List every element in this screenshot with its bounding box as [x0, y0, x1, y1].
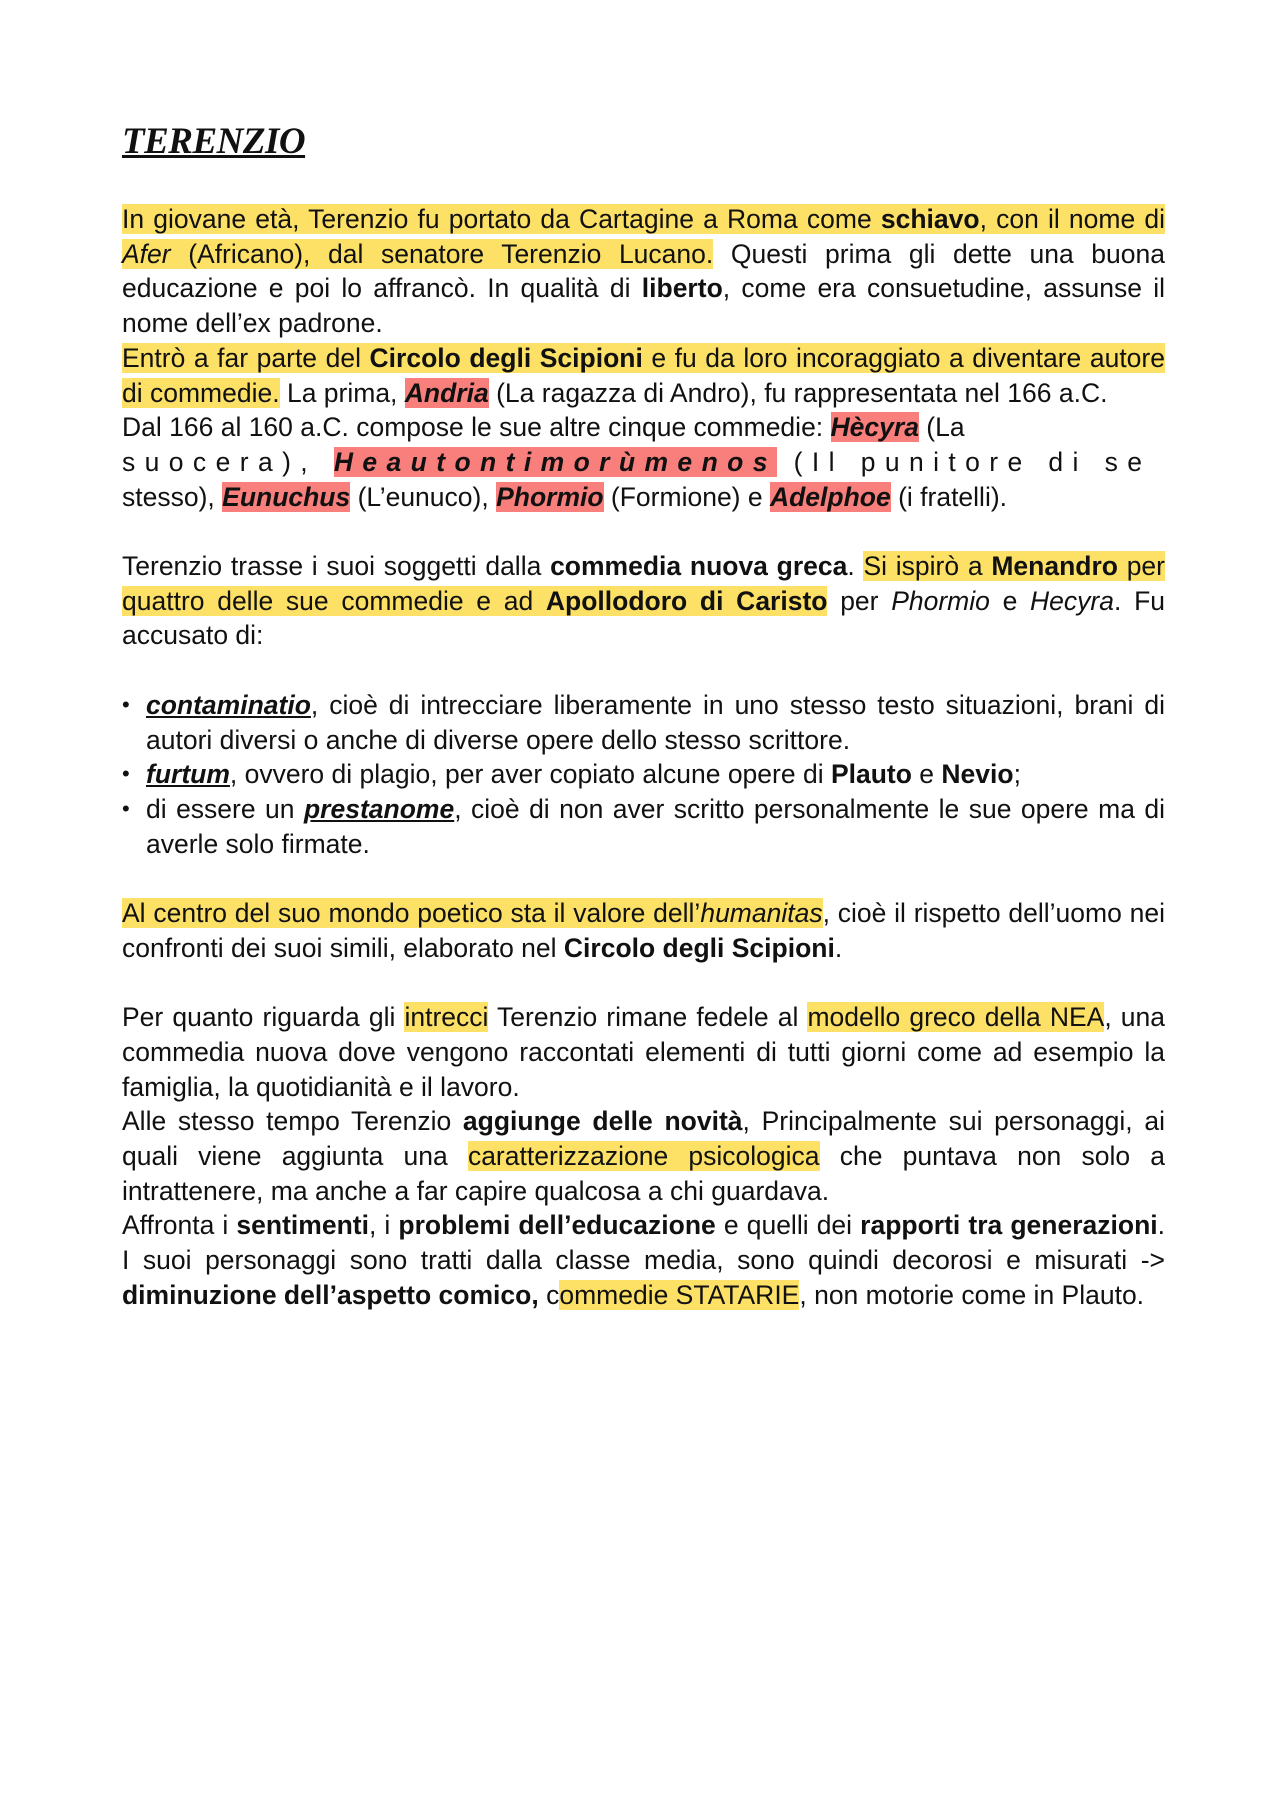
bold-term: Menandro [991, 551, 1118, 582]
text: , i [368, 1210, 399, 1241]
highlight-yellow: modello greco della NEA [807, 1002, 1105, 1033]
text: , cioè di non aver scritto personalmente le sue opere ma di averle solo firmate. [146, 793, 1165, 859]
bold-term: aggiunge delle novità [462, 1106, 743, 1137]
text: stesso), [122, 481, 223, 512]
underlined-term [146, 690, 311, 720]
text: (La [918, 412, 965, 443]
text: , cioè il rispetto dell’uomo nei confronti dei suoi simili, elaborato nel [122, 898, 1165, 963]
play-title-hecyra: Hècyra [830, 412, 919, 443]
paragraph-comedies [122, 410, 1165, 514]
highlight-yellow: caratterizzazione psicologica [467, 1140, 820, 1171]
paragraph-themes [122, 1208, 1165, 1312]
underlined-term [304, 794, 454, 824]
play-title-heautontimorumenos: Heautontimorùmenos [333, 446, 777, 477]
paragraph-sources [122, 549, 1165, 653]
highlight-red-title [222, 482, 350, 512]
highlight-red-title [496, 482, 603, 512]
spaced-line [122, 447, 1151, 477]
highlight-red-title [405, 378, 489, 408]
text: che puntava non solo a intrattenere, ma anche a far capire qualcosa a chi guardava. [122, 1140, 1165, 1206]
term-furtum: furtum [146, 759, 230, 790]
text: Alle stesso tempo Terenzio [122, 1106, 463, 1137]
highlight-yellow [122, 898, 823, 928]
text: , ovvero di plagio, per aver copiato alcune opere di [229, 759, 831, 790]
highlight-yellow: intrecci [404, 1002, 489, 1033]
bold-term: rapporti tra generazioni [860, 1210, 1158, 1241]
text: Questi prima gli dette una buona educazione e poi lo affrancò. In qualità di [122, 238, 1165, 304]
text: (i fratelli). [890, 481, 1008, 512]
text: Terenzio trasse i suoi soggetti dalla [122, 551, 551, 582]
paragraph-novelties [122, 1104, 1165, 1208]
list-item [122, 688, 1165, 757]
term-prestanome: prestanome [303, 793, 455, 824]
page-title: TERENZIO [122, 121, 306, 162]
play-title-phormio: Phormio [496, 481, 604, 512]
text: c [538, 1279, 560, 1310]
text: (Il punitore di se [776, 446, 1152, 477]
text: Si ispirò a [863, 551, 992, 582]
list-item [122, 757, 1165, 792]
text: , cioè di intrecciare liberamente in uno stesso testo situazioni, brani di autori diversi o anche di diverse opere dello stesso scrittore. [146, 689, 1165, 755]
highlight-red-title [831, 412, 919, 442]
text: ; [1013, 759, 1021, 790]
text: . Fu accusato di: [122, 585, 1165, 651]
text: per quattro delle sue commedie e ad [122, 551, 1165, 616]
underlined-term [146, 759, 230, 789]
highlight-red-title [334, 447, 777, 477]
spacer [122, 514, 1165, 549]
spacer [122, 653, 1165, 688]
text: e quelli dei [715, 1210, 861, 1241]
text: e fu da loro incoraggiato a diventare autore di commedie. [122, 342, 1165, 408]
text: . [834, 932, 843, 963]
spacer [122, 861, 1165, 896]
play-title-andria: Andria [404, 377, 489, 408]
bold-term: Circolo degli Scipioni [563, 932, 835, 963]
term-contaminatio: contaminatio [146, 689, 311, 720]
list-item [122, 792, 1165, 861]
bold-term: Nevio [941, 759, 1014, 790]
text: , non motorie come in Plauto. [799, 1279, 1145, 1310]
text: e [989, 585, 1031, 616]
text: . I suoi personaggi sono tratti dalla classe media, sono quindi decorosi e misurati -> [122, 1210, 1165, 1276]
play-title-adelphoe: Adelphoe [769, 481, 891, 512]
accusations-list [122, 688, 1165, 862]
highlight-yellow: ommedie STATARIE [559, 1279, 800, 1310]
bold-term: Circolo degli Scipioni [369, 342, 643, 373]
text: (La ragazza di Andro), fu rappresentata nel 166 a.C. [488, 377, 1108, 408]
bold-term: commedia nuova greca [550, 551, 848, 582]
text: , una commedia nuova dove vengono raccontati elementi di tutti giorni come ad esempio la famiglia, la quotidianità e il lavoro. [122, 1002, 1166, 1102]
text: di essere un [146, 793, 304, 824]
italic-term: Phormio [891, 585, 990, 616]
text: La prima, [279, 377, 405, 408]
text: Dal 166 al 160 a.C. compose le sue altre cinque commedie: [122, 412, 831, 443]
text: , come era consuetudine, assunse il nome dell’ex padrone. [122, 273, 1165, 339]
text: Terenzio rimane fedele al [488, 1002, 808, 1033]
italic-term: Hecyra [1030, 585, 1114, 616]
text: (L’eunuco), [350, 481, 497, 512]
bold-term: diminuzione dell’aspetto comico, [122, 1279, 539, 1310]
italic-term: Afer [122, 238, 171, 269]
bold-term: problemi dell’educazione [398, 1210, 716, 1241]
text: . [847, 551, 864, 582]
text: (Africano), dal senatore Terenzio Lucano. [170, 238, 714, 269]
text: In giovane età, Terenzio fu portato da Cartagine a Roma come [122, 204, 881, 234]
spacer [122, 965, 1165, 1000]
text: , con il nome di [979, 204, 1166, 234]
text: (Formione) e [603, 481, 770, 512]
bold-term: Plauto [830, 759, 912, 790]
paragraph-origins [122, 202, 1165, 341]
bold-term: Apollodoro di Caristo [545, 585, 828, 616]
text: Per quanto riguarda gli [122, 1002, 405, 1033]
paragraph-humanitas [122, 896, 1165, 965]
bold-term: schiavo [880, 204, 980, 234]
bold-term: sentimenti [236, 1210, 369, 1241]
text: per [827, 585, 892, 616]
bold-term: liberto [641, 273, 723, 304]
text: Entrò a far parte del [122, 342, 370, 373]
text: Affronta i [122, 1210, 237, 1241]
text: , Principalmente sui personaggi, ai quali viene aggiunta una [122, 1106, 1165, 1171]
italic-term: humanitas [700, 898, 823, 929]
text: e [911, 759, 942, 790]
play-title-eunuchus: Eunuchus [222, 481, 351, 512]
paragraph-scipioni [122, 341, 1165, 410]
text: suocera), [122, 446, 334, 477]
paragraph-plots [122, 1000, 1165, 1104]
text: Al centro del suo mondo poetico sta il valore dell’ [122, 898, 701, 929]
highlight-red-title [770, 482, 891, 512]
